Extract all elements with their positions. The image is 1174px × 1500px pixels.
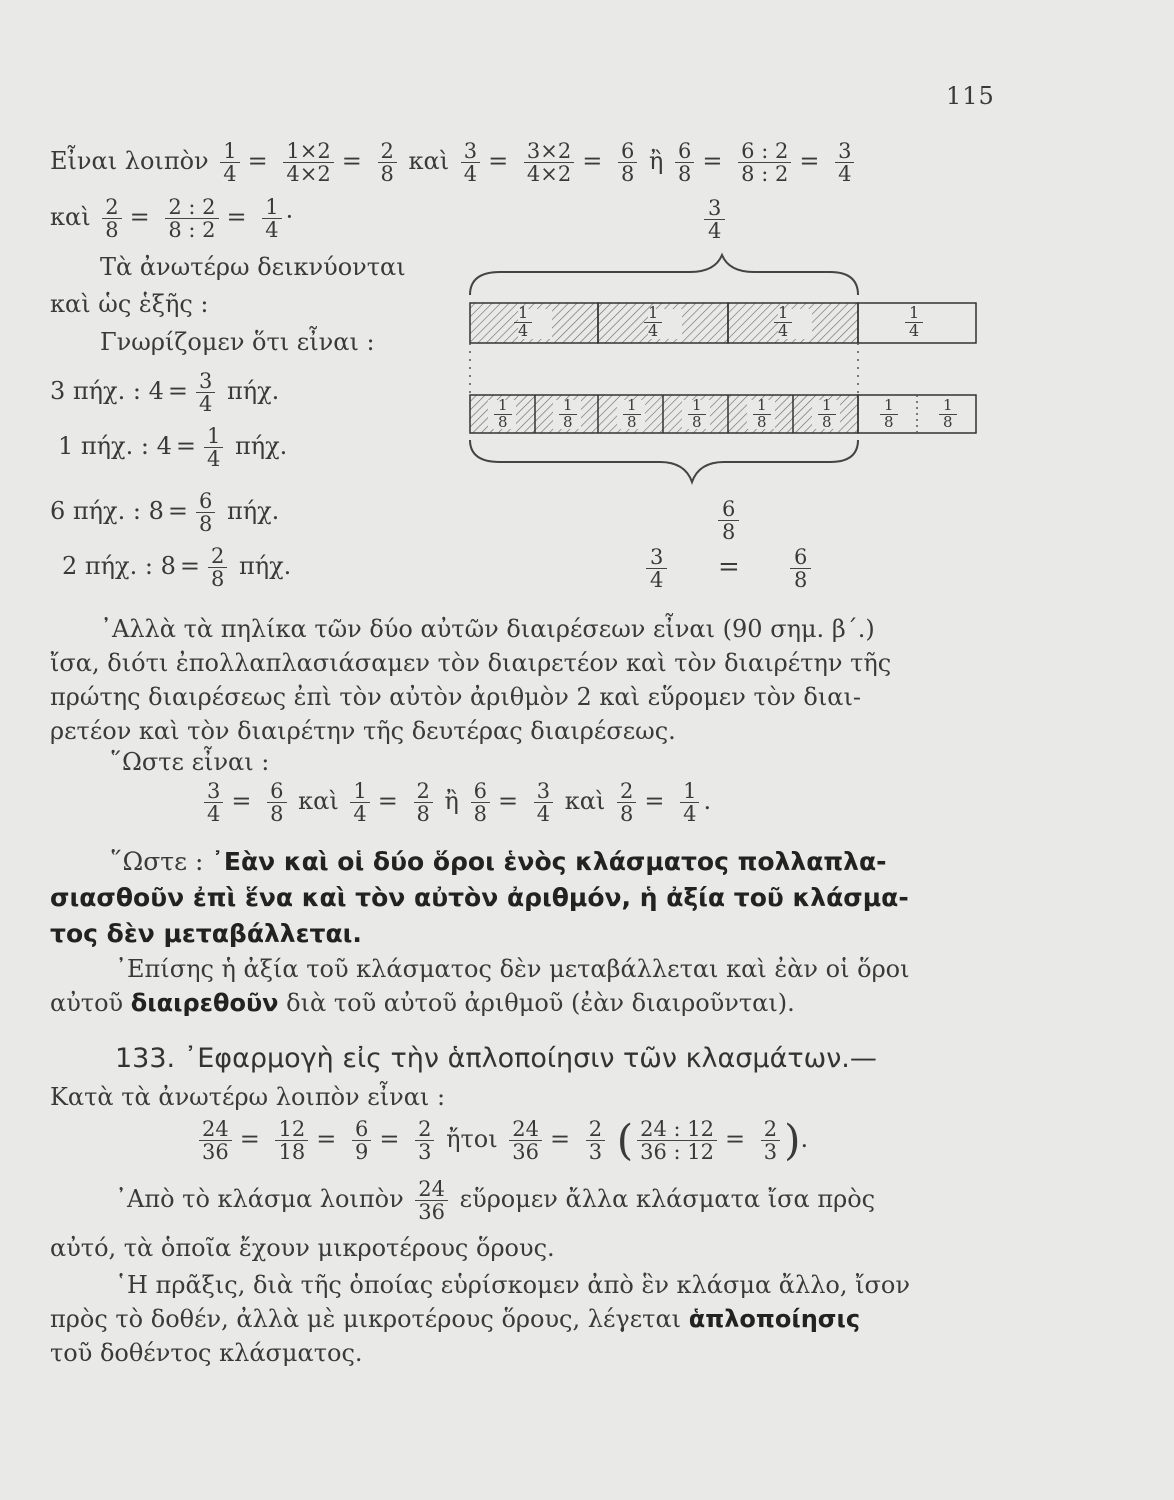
section-subtitle: Κατὰ τὰ ἀνωτέρω λοιπὸν εἶναι : <box>50 1083 446 1111</box>
quarters-bar <box>470 303 976 343</box>
left-text-2: καὶ ὡς ἑξῆς : <box>50 290 209 318</box>
section-heading: 133. ᾿Εφαρμογὴ εἰς τὴν ἁπλοποίησιν τῶν κλασμάτων.— <box>115 1043 877 1074</box>
left-row-3: 6 πήχ. : 8 = $\frac{6}{8}$ πήχ. <box>50 489 280 537</box>
section-paragraph-1-cont: αὐτό, τὰ ὁποῖα ἔχουν μικροτέρους ὅρους. <box>50 1234 555 1262</box>
fraction: $\frac{2}{8}$ <box>102 196 121 241</box>
header-prefix: Εἶναι λοιπὸν <box>50 147 209 176</box>
rule-statement: ῞Ωστε : ᾿Εὰν καὶ οἱ δύο ὅροι ἑνὸς κλάσματος πολλαπλα- σιασθοῦν ἐπὶ ἕνα καὶ τὸν αὐτὸν ἀριθμόν, ἡ ἀξία τοῦ κλάσμα- τος δὲν μεταβάλλεται. <box>50 847 909 948</box>
fraction: $\frac{1\times 2}{4\times 2}$ <box>283 140 333 185</box>
fraction: $\frac{6}{8}$ <box>675 140 694 185</box>
eighth-label: 1 8 <box>559 398 577 431</box>
eighth-label: 1 8 <box>494 398 512 431</box>
quarter-label: 1 4 <box>905 305 923 340</box>
simplification-equation: $\frac{24}{36}$ = $\frac{12}{18}$ = $\frac{6}{9}$ = $\frac{2}{3}$ ἤτοι $\frac{24}{36}$ = $\frac{2}{3}$ ( $\frac{24 : 12}{36 : 12}$ = $\frac{2}{3}$ ). <box>195 1118 808 1163</box>
page-number: 115 <box>946 82 995 110</box>
fraction: $\frac{3\times 2}{4\times 2}$ <box>524 140 574 185</box>
quarter-label: 1 4 <box>514 305 532 340</box>
fraction-bar-diagram <box>460 250 990 490</box>
fraction: $\frac{1}{4}$ <box>262 196 281 241</box>
fraction: $\frac{3}{4}$ <box>461 140 480 185</box>
equality-right: 6 8 <box>790 546 811 591</box>
left-row-2: 1 πήχ. : 4 = $\frac{1}{4}$ πήχ. <box>58 424 288 472</box>
eighth-label: 1 8 <box>688 398 706 431</box>
fraction: $\frac{2}{8}$ <box>378 140 397 185</box>
left-text-3: Γνωρίζομεν ὅτι εἶναι : <box>100 328 375 356</box>
eighth-label: 1 8 <box>880 398 898 431</box>
equality-sign: = <box>718 552 740 582</box>
paragraph-1: ᾿Αλλὰ τὰ πηλίκα τῶν δύο αὐτῶν διαιρέσεων εἶναι (90 σημ. β΄.) ἴσα, διότι ἐπολλαπλασιάσαμεν τὸν διαιρετέον καὶ τὸν διαιρέτην τῆς πρώτης διαιρέσεως ἐπὶ τὸν αὐτὸν ἀριθμὸν 2 καὶ εὕρομεν τὸν διαι- ρετέον καὶ τὸν διαιρέτην τῆς δευτέρας διαιρέσεως. <box>50 615 892 745</box>
top-brace <box>470 255 858 295</box>
eighth-label: 1 8 <box>623 398 641 431</box>
header-equation-1: Εἶναι λοιπὸν $\frac{1}{4}$ = $\frac{1\times 2}{4\times 2}$ = $\frac{2}{8}$ καὶ $\frac{3}{4}$ = $\frac{3\times 2}{4\times 2}$ = $\frac{6}{8}$ ἢ $\frac{6}{8}$ = $\frac{6 : 2}{8 : 2}$ = $\frac{3}{4}$ <box>50 140 858 185</box>
eighth-label: 1 8 <box>939 398 957 431</box>
header-equation-2: καὶ $\frac{2}{8}$ = $\frac{2 : 2}{8 : 2}$ = $\frac{1}{4}$ · <box>50 195 294 243</box>
brace-label-bottom: 6 8 <box>718 498 739 543</box>
fraction: $\frac{1}{4}$ <box>220 140 239 185</box>
section-paragraph-1: ᾿Απὸ τὸ κλάσμα λοιπὸν $\frac{24}{36}$ εὕρομεν ἄλλα κλάσματα ἴσα πρὸς <box>115 1177 876 1225</box>
fraction: $\frac{6}{8}$ <box>618 140 637 185</box>
left-row-4: 2 πήχ. : 8 = $\frac{2}{8}$ πήχ. <box>62 544 292 592</box>
bottom-brace <box>470 440 858 482</box>
equality-left: 3 4 <box>646 546 667 591</box>
quarter-label: 1 4 <box>644 305 662 340</box>
quarter-label: 1 4 <box>774 305 792 340</box>
fraction: $\frac{6 : 2}{8 : 2}$ <box>738 140 791 185</box>
eighth-label: 1 8 <box>753 398 771 431</box>
left-row-1: 3 πήχ. : 4 = $\frac{3}{4}$ πήχ. <box>50 369 280 417</box>
fraction: $\frac{3}{4}$ <box>835 140 854 185</box>
eighth-label: 1 8 <box>818 398 836 431</box>
section-paragraph-2: ῾Η πρᾶξις, διὰ τῆς ὁποίας εὑρίσκομεν ἀπὸ ἓν κλάσμα ἄλλο, ἴσον πρὸς τὸ δοθέν, ἀλλὰ μὲ μικροτέρους ὅρους, λέγεται ἁπλοποίησις τοῦ δοθέντος κλάσματος. <box>50 1271 910 1367</box>
equality-line: $\frac{3}{4}$ = $\frac{6}{8}$ καὶ $\frac{1}{4}$ = $\frac{2}{8}$ ἢ $\frac{6}{8}$ = $\frac{3}{4}$ καὶ $\frac{2}{8}$ = $\frac{1}{4}$ . <box>200 780 711 825</box>
eighths-bar <box>470 395 976 433</box>
brace-label-top: 3 4 <box>704 197 725 242</box>
fraction: $\frac{2 : 2}{8 : 2}$ <box>165 196 218 241</box>
hence-label: ῞Ωστε εἶναι : <box>110 748 270 776</box>
paragraph-also: ᾿Επίσης ἡ ἀξία τοῦ κλάσματος δὲν μεταβάλλεται καὶ ἐὰν οἱ ὅροι αὐτοῦ διαιρεθοῦν διὰ τοῦ αὐτοῦ ἀριθμοῦ (ἐὰν διαιροῦνται). <box>50 955 910 1017</box>
left-text-1: Τὰ ἀνωτέρω δεικνύονται <box>100 253 406 281</box>
